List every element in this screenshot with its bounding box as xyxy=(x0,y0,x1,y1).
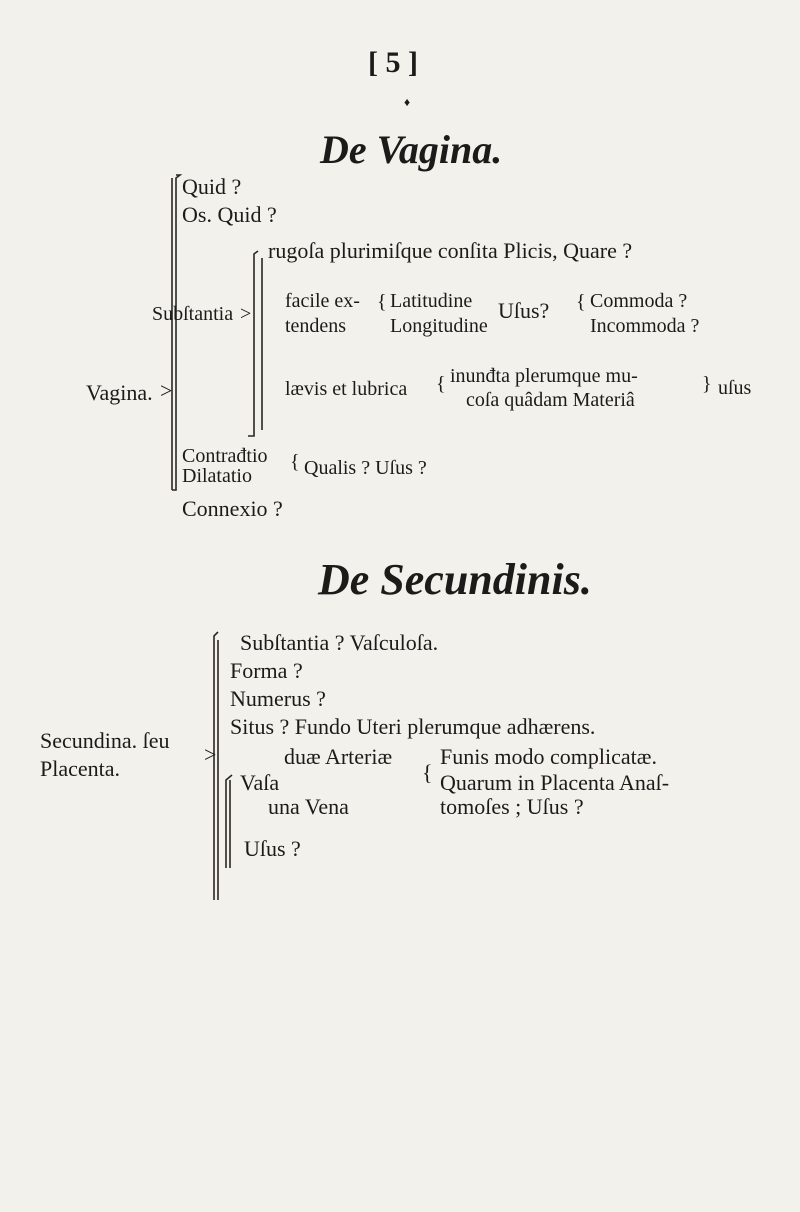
vagina-main-bracket xyxy=(172,175,180,490)
dilatatio-text: Dilatatio xyxy=(182,465,252,487)
inuncta-text: inunđta plerumque mu- xyxy=(450,365,638,387)
vagina-root-label: Vagina. xyxy=(86,380,153,405)
latitudine-text: Latitudine xyxy=(390,290,473,312)
usus-middle-text: Uſus? xyxy=(498,298,550,323)
section-title-vagina: De Vagina. xyxy=(320,127,503,172)
rugosa-text: rugoſa plurimiſque conſita Plicis, Quare ? xyxy=(268,238,633,263)
secundina-brace-mark: > xyxy=(204,742,217,767)
usus-final-text: Uſus ? xyxy=(244,836,301,861)
substantia-brace-mark: > xyxy=(240,303,252,325)
commoda-text: Commoda ? xyxy=(590,290,688,312)
vasa-text: Vaſa xyxy=(240,770,280,795)
cosa-text: coſa quâdam Materiâ xyxy=(466,389,635,411)
quarum-text: Quarum in Placenta Anaſ- xyxy=(440,770,670,795)
una-vena-text: una Vena xyxy=(268,794,349,819)
substantia-label: Subſtantia xyxy=(152,303,234,325)
funis-text: Funis modo complicatæ. xyxy=(440,744,657,769)
os-quid-question: Os. Quid ? xyxy=(182,202,277,227)
secundina-label-line1: Secundina. ſeu xyxy=(40,728,170,753)
substantia-bracket xyxy=(248,251,258,436)
brace-open-2: { xyxy=(576,291,586,313)
longitudine-text: Longitudine xyxy=(390,315,488,337)
brace-open-3: { xyxy=(436,373,446,395)
situs-text: Situs ? Fundo Uteri plerumque adhærens. xyxy=(230,714,596,739)
qualis-text: Qualis ? Uſus ? xyxy=(304,457,427,479)
facile-ex-text: facile ex- xyxy=(285,290,360,312)
brace-open-1: { xyxy=(377,291,387,313)
quid-question: Quid ? xyxy=(182,174,242,199)
forma-text: Forma ? xyxy=(230,658,303,683)
connexio-text: Connexio ? xyxy=(182,496,283,521)
page-number: [ 5 ] xyxy=(368,46,418,79)
usus-end-text: uſus xyxy=(718,377,752,399)
brace-open-4: { xyxy=(290,451,300,473)
vagina-brace-mark: > xyxy=(160,378,173,403)
contractio-text: Contrađtio xyxy=(182,445,268,467)
numerus-text: Numerus ? xyxy=(230,686,326,711)
secundina-label-line2: Placenta. xyxy=(40,756,121,781)
ornament-icon: ♦ xyxy=(404,95,411,109)
section-title-secundinis: De Secundinis. xyxy=(318,555,592,604)
vasa-bracket xyxy=(226,775,232,868)
tendens-text: tendens xyxy=(285,315,347,337)
substantia-vasculosa-text: Subſtantia ? Vaſculoſa. xyxy=(240,630,439,655)
duae-arteriae-text: duæ Arteriæ xyxy=(284,744,393,769)
brace-open-5: { xyxy=(422,760,433,785)
laevis-text: lævis et lubrica xyxy=(285,378,408,400)
incommoda-text: Incommoda ? xyxy=(590,315,700,337)
brace-close-3: } xyxy=(702,373,712,395)
tomoses-text: tomoſes ; Uſus ? xyxy=(440,794,584,819)
